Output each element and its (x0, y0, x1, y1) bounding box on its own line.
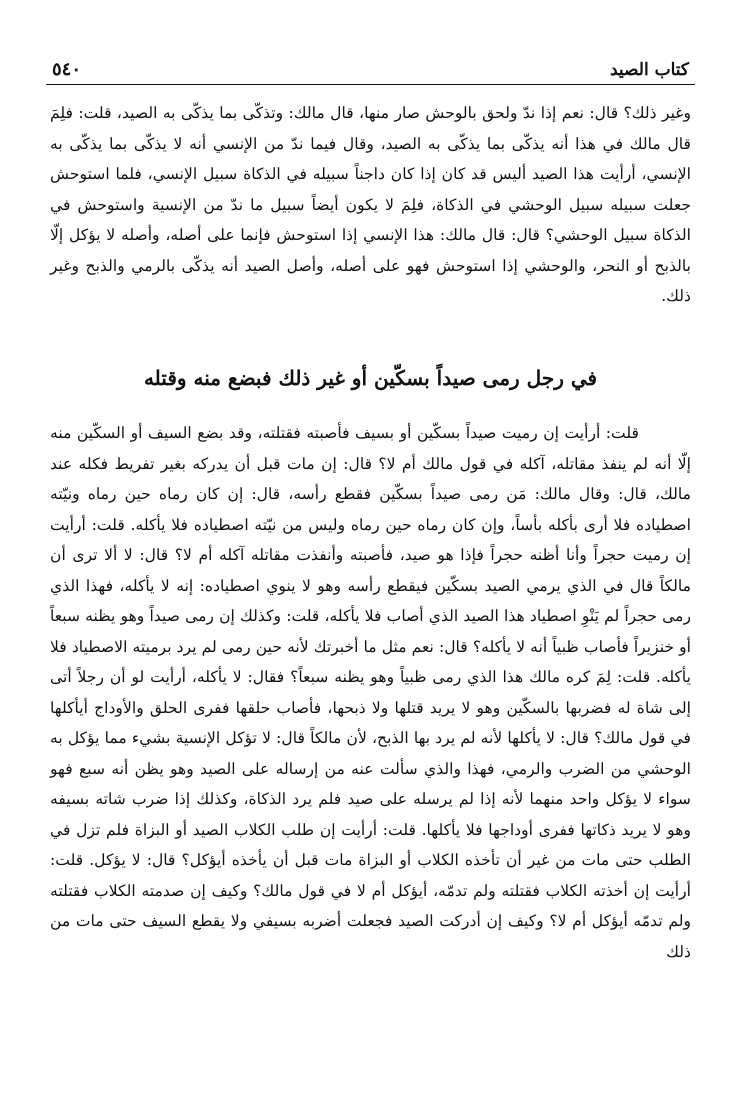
page-number: ٥٤٠ (52, 59, 82, 80)
running-header (52, 56, 689, 84)
body-paragraph: قلت: أرأيت إن رميت صيداً بسكّين أو بسيف فأصبته فقتلته، وقد بضع السيف أو السكّين منه إلّا أنه لم ينفذ مقاتله، آكله في قول مالك أم لا؟ قال: إن مات قبل أن يدركه بغير تفريط فكله عند مالك، قال: وقال مالك: مَن رمى صيداً بسكّين فقطع رأسه، قال: إن كان رماه حين رماه ونيّته اصطياده فلا أرى بأكله بأساً، وإن كان رماه حين رماه وليس من نيّته اصطياده فلا يأكله. قلت: أرأيت إن رميت حجراً وأنا أظنه حجراً فإذا هو صيد، فأصبته وأنفذت مقاتله آكله أم لا؟ قال: لا ألا ترى أن مالكاً قال في الذي يرمي الصيد بسكّين فيقطع رأسه وهو لا ينوي اصطياده: إنه لا يأكله، فهذا الذي رمى حجراً لم يَنْوِ اصطياد هذا الصيد الذي أصاب فلا يأكله، قلت: وكذلك إن رمى صيداً وهو يظنه سبعاً أو خنزيراً فأصاب ظبياً أنه لا يأكله؟ قال: نعم مثل ما أخبرتك لأنه حين رمى لم يرد برميته الاصطياد فلا يأكله. قلت: لِمَ كره مالك هذا الذي رمى ظبياً وهو يظنه سبعاً؟ فقال: لا يأكله، أرأيت لو أن رجلاً أتى إلى شاة له فضربها بالسكّين وهو لا يريد قتلها ولا ذبحها، فأصاب حلقها ففرى الحلق والأوداج أيأكلها في قول مالك؟ قال: لا يأكلها لأنه لم يرد بها الذبح، لأن مالكاً قال: لا تؤكل الإنسية بشيء مما يؤكل به الوحشي من الضرب والرمي، فهذا والذي سألت عنه من إرساله على الصيد وهو يظن أنه سبع فهو سواء لا يؤكل واحد منهما لأنه إذا لم يرسله على صيد فلم يرد الذكاة، وكذلك إذا ضرب شاته بسيفه وهو لا يريد ذكاتها ففرى أوداجها فلا يأكلها. قلت: أرأيت إن طلب الكلاب الصيد أو البزاة فلم تزل في الطلب حتى مات من غير أن تأخذه الكلاب أو البزاة مات قبل أن يأخذه أيؤكل؟ قال: لا يؤكل. قلت: أرأيت إن أخذته الكلاب فقتلته ولم تدمّه، أيؤكل أم لا في قول مالك؟ وكيف إن صدمته الكلاب فقتلته ولم تدمّه أيؤكل أم لا؟ وكيف إن أدركت الصيد فجعلت أضربه بسيفي ولا يقطع السيف حتى مات من ذلك (50, 424, 691, 961)
book-title: كتاب الصيد (609, 60, 689, 80)
body-paragraph: وغير ذلك؟ قال: نعم إذا ندّ ولحق بالوحش صار منها، قال مالك: وتذكّى بما يذكّى به الصيد، قلت: فلِمَ قال مالك في هذا أنه يذكّى بما يذكّى به الصيد، وقال فيما ندّ من الإنسي أنه لا يذكّى بما يذكّى به الإنسي، أرأيت هذا الصيد أليس قد كان إذا كان داجناً سبيله في الذكاة سبيل الإنسي، فلما استوحش جعلت سبيله سبيل الوحشي في الذكاة، فلِمَ لا يكون أيضاً سبيل ما ندّ من الإنسية واستوحش في الذكاة سبيل الوحشي؟ قال: قال مالك: هذا الإنسي إذا استوحش فإنما على أصله، وأصله لا يؤكل إلّا بالذبح أو النحر، والوحشي إذا استوحش فهو على أصله، وأصل الصيد أنه يذكّى بالرمي والذبح وغير ذلك. (50, 104, 691, 305)
section-heading: في رجل رمى صيداً بسكّين أو غير ذلك فبضع منه وقتله (143, 366, 598, 390)
header-rule (46, 84, 695, 85)
